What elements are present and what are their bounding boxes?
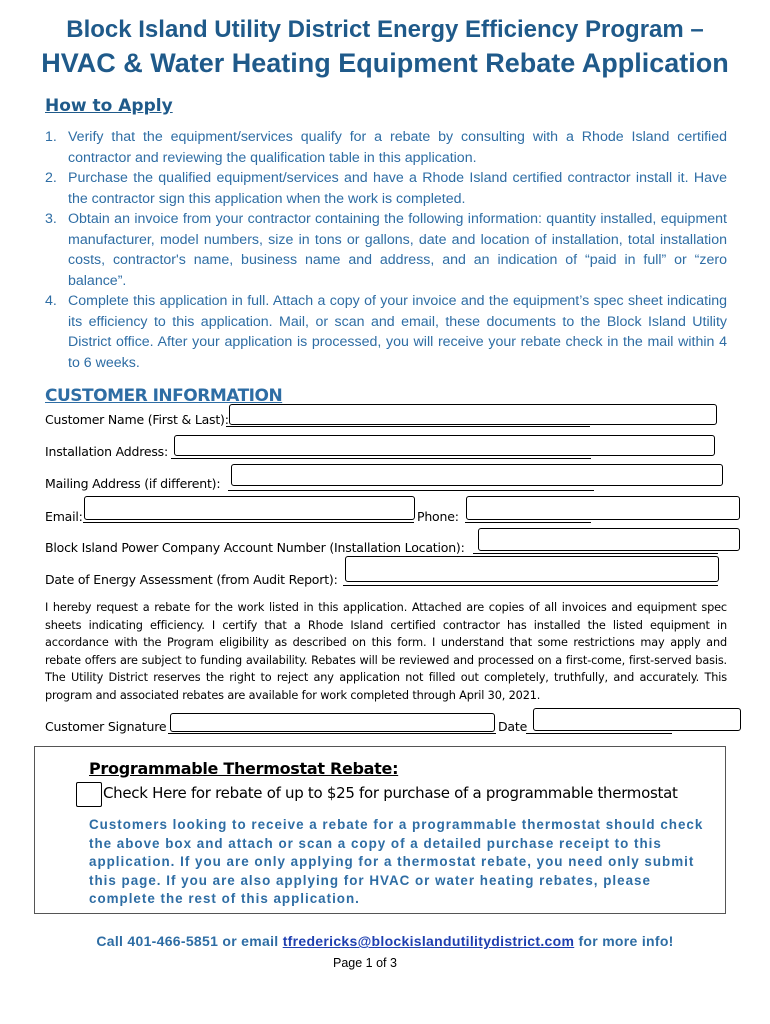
account-number-field[interactable] <box>478 528 740 551</box>
mailing-address-label: Mailing Address (if different): <box>45 476 221 491</box>
contact-email-link[interactable]: tfredericks@blockislandutilitydistrict.com <box>282 933 575 949</box>
step-text: Purchase the qualified equipment/services and have a Rhode Island certified contractor install it. Have the contractor sign this application when the work is completed. <box>68 170 727 207</box>
step-text: Verify that the equipment/services qualify for a rebate by consulting with a Rhode Island certified contractor and reviewing the qualification table in this application. <box>68 129 727 166</box>
account-number-underline <box>473 553 718 554</box>
certification-statement: I hereby request a rebate for the work listed in this application. Attached are copies of all invoices and equipment spec sheets indicating efficiency. I certify that a Rhode Island certified contractor has installed the listed equipment in accordance with the Program eligibility as described on this form. I understand that some restrictions may apply and rebate offers are subject to funding availability. Rebates will be reviewed and processed on a first-come, first-served basis. The Utility District reserves the right to reject any application not filled out completely, truthfully, and accurately. This program and associated rebates are available for work completed through April 30, 2021. <box>45 601 727 702</box>
footer-prefix: Call 401-466-5851 or email <box>96 933 279 949</box>
page-number: Page 1 of 3 <box>333 956 397 970</box>
step-number: 4. <box>45 293 57 309</box>
email-field[interactable] <box>84 496 415 520</box>
email-underline <box>83 522 414 523</box>
form-title-line-2: HVAC & Water Heating Equipment Rebate Application <box>41 48 729 78</box>
date-field[interactable] <box>533 708 741 731</box>
contact-footer <box>0 933 770 949</box>
step-number: 2. <box>45 170 57 186</box>
footer-suffix: for more info! <box>578 933 674 949</box>
signature-field[interactable] <box>170 713 495 732</box>
how-to-apply-steps <box>45 127 727 373</box>
assessment-date-underline <box>343 585 718 586</box>
step-item <box>45 209 727 291</box>
how-to-apply-heading: How to Apply <box>45 96 173 116</box>
installation-address-label: Installation Address: <box>45 444 168 459</box>
step-item <box>45 168 727 209</box>
step-text: Obtain an invoice from your contractor containing the following information: quantity installed, equipment manufacturer, model numbers, size in tons or gallons, date and location of installation, total installation costs, contractor's name, business name and address, and an indication of “paid in full” or “zero balance”. <box>68 211 727 289</box>
customer-name-underline <box>226 426 590 427</box>
form-title-line-1: Block Island Utility District Energy Efficiency Program – <box>66 16 704 43</box>
installation-address-field[interactable] <box>174 435 715 456</box>
step-item <box>45 127 727 168</box>
email-label: Email: <box>45 509 83 524</box>
thermostat-rebate-checkbox[interactable] <box>76 782 102 807</box>
step-text: Complete this application in full. Attach a copy of your invoice and the equipment’s spec sheet indicating its efficiency to this application. Mail, or scan and email, these documents to the Block Island Utility District office. After your application is processed, you will receive your rebate check in the mail within 4 to 6 weeks. <box>68 293 727 371</box>
step-number: 3. <box>45 211 57 227</box>
assessment-date-field[interactable] <box>345 556 719 582</box>
step-number: 1. <box>45 129 57 145</box>
mailing-address-field[interactable] <box>231 464 723 486</box>
customer-information-heading: CUSTOMER INFORMATION <box>45 386 283 406</box>
customer-name-field[interactable] <box>229 404 717 425</box>
phone-field[interactable] <box>466 496 740 520</box>
phone-underline <box>465 522 591 523</box>
customer-name-label: Customer Name (First & Last): <box>45 412 229 427</box>
thermostat-checkbox-label: Check Here for rebate of up to $25 for purchase of a programmable thermostat <box>103 784 678 802</box>
date-label: Date <box>498 719 528 734</box>
thermostat-rebate-heading: Programmable Thermostat Rebate: <box>89 759 399 778</box>
phone-label: Phone: <box>417 509 459 524</box>
signature-underline <box>168 733 496 734</box>
step-item <box>45 291 727 373</box>
thermostat-instructions: Customers looking to receive a rebate for a programmable thermostat should check the above box and attach or scan a copy of a detailed purchase receipt to this application. If you are only applying for a thermostat rebate, you need only submit this page. If you are also applying for HVAC or water heating rebates, please complete the rest of this application. <box>89 817 704 906</box>
mailing-address-underline <box>228 490 594 491</box>
installation-address-underline <box>171 458 591 459</box>
assessment-date-label: Date of Energy Assessment (from Audit Report): <box>45 572 338 587</box>
signature-label: Customer Signature <box>45 719 167 734</box>
date-underline <box>526 733 672 734</box>
account-number-label: Block Island Power Company Account Number (Installation Location): <box>45 540 465 555</box>
